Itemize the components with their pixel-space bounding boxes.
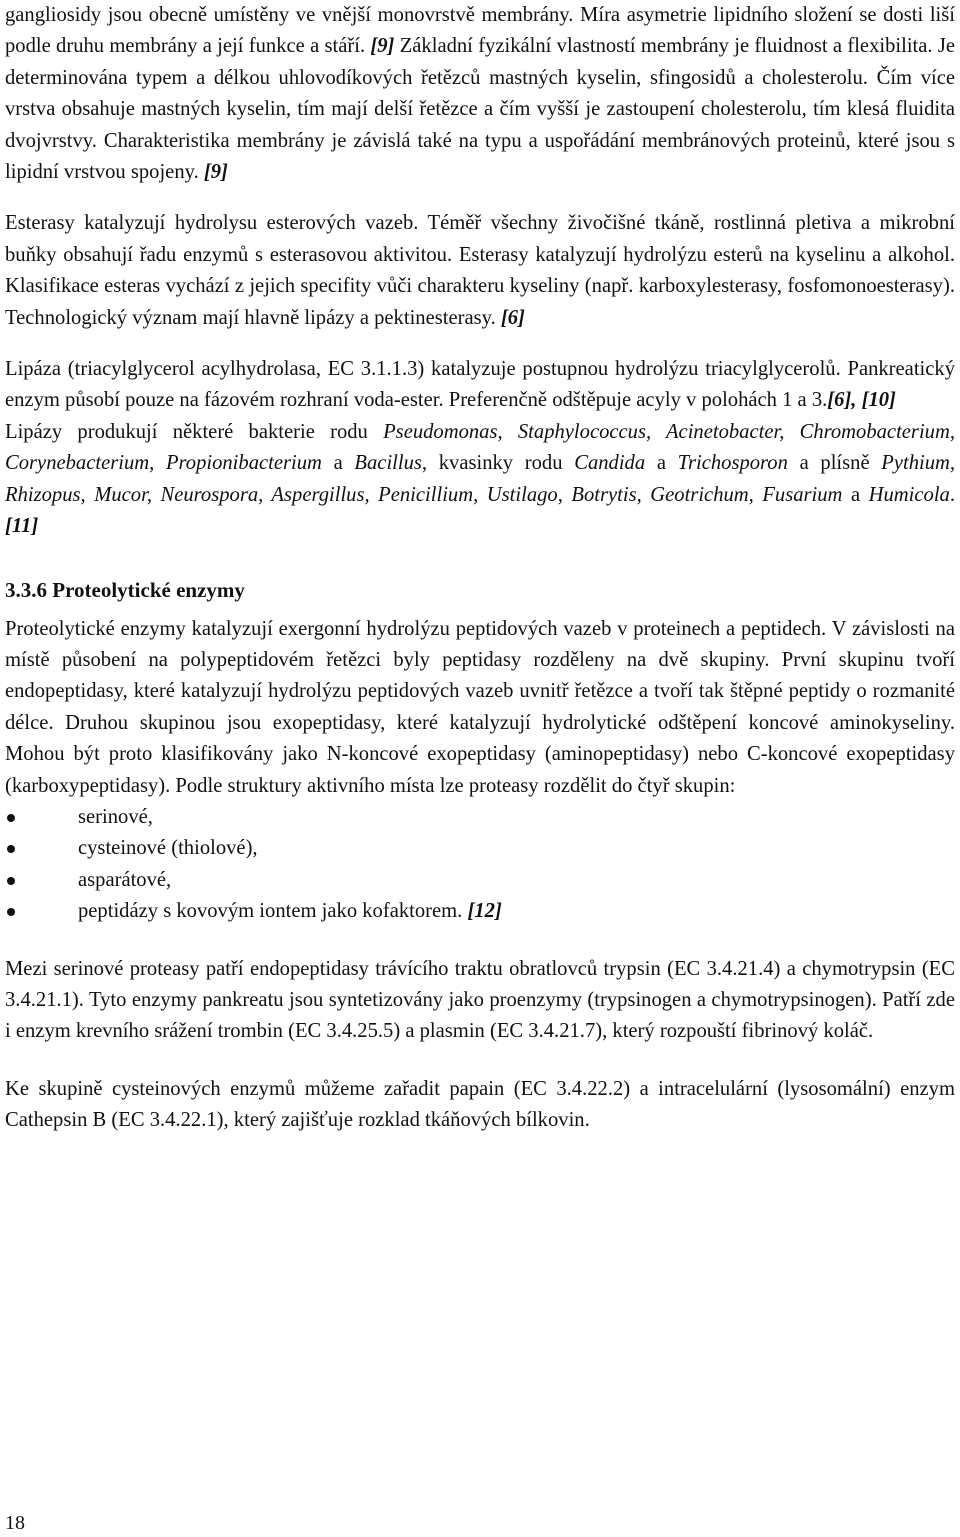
list-item-text: asparátové, xyxy=(78,868,172,891)
citation: [6], [10] xyxy=(827,389,896,412)
section-heading: 3.3.6 Proteolytické enzymy xyxy=(5,577,245,602)
citation: [12] xyxy=(462,900,502,923)
paragraph-proteolytic xyxy=(5,614,955,802)
genus-names: Trichosporon xyxy=(677,452,788,475)
bullet-icon xyxy=(7,908,15,916)
paragraph-text: . xyxy=(949,483,956,506)
paragraph-text: Lipáza (triacylglycerol acylhydrolasa, EC 3.1.1.3) katalyzuje postupnou hydrolýzu triacylglycerolů. Pankreatický enzym působí pouze na fázovém rozhraní voda-ester. Preferenčně odštěpuje acyly v polohách 1 a 3. xyxy=(5,358,955,412)
paragraph-text: Základní fyzikální vlastností membrány je fluidnost a flexibilita. Je determinována typem a délkou uhlovodíkových řetězců mastných kyselin, sfingosidů a cholesterolu. Čím více vrstva obsahuje mastných kyselin, tím mají delší řetězce a čím vyšší je zastoupení cholesterolu, tím klesá fluidita dvojvrstvy. Charakteristika membrány je závislá také na typu a uspořádání membránových proteinů, které jsou s lipidní vrstvou spojeny. xyxy=(5,35,956,184)
paragraph-cysteine-enzymes xyxy=(5,1074,955,1137)
citation: [11] xyxy=(5,515,39,538)
bullet-icon xyxy=(7,877,15,885)
paragraph-text: a xyxy=(645,452,678,475)
paragraph-text: a xyxy=(321,452,355,475)
genus-names: Bacillus xyxy=(354,452,422,475)
list-item xyxy=(5,802,955,833)
paragraph-text: Esterasy katalyzují hydrolysu esterových vazeb. Téměř všechny živočišné tkáně, rostlinná pletiva a mikrobní buňky obsahují řadu enzymů s esterasovou aktivitou. Esterasy katalyzují hydrolýzu esterů na kyselinu a alkohol. Klasifikace esteras vychází z jejich specifity vůči charakteru kyseliny (např. karboxylesterasy, fosfomonoesterasy). Technologický význam mají hlavně lipázy a pektinesterasy. xyxy=(5,212,955,329)
paragraph-serine-proteases xyxy=(5,954,955,1048)
genus-names: Pseudomonas, Staphylococcus, Acinetobacter, Chromobacterium, Corynebacterium, Propionibacterium xyxy=(5,420,955,475)
paragraph-lipase-producers xyxy=(5,417,955,543)
list-item xyxy=(5,833,955,864)
paragraph-text: Proteolytické enzymy katalyzují exergonní hydrolýzu peptidových vazeb v proteinech a peptidech. V závislosti na místě působení na polypeptidovém řetězci byly peptidasy rozděleny na dvě skupiny. První skupinu tvoří endopeptidasy, které katalyzují hydrolýzu peptidových vazeb uvnitř řetězce a tvoří tak štěpné peptidy o rozmanité délce. Druhou skupinou jsou exopeptidasy, které katalyzují hydrolytické odštěpení koncové aminokyseliny. Mohou být proto klasifikovány jako N-koncové exopeptidasy (aminopeptidasy) nebo C-koncové exopeptidasy (karboxypeptidasy). Podle struktury aktivního místa lze proteasy rozdělit do čtyř skupin: xyxy=(5,617,955,797)
citation: [9] xyxy=(198,161,228,184)
list-item-text: serinové, xyxy=(78,805,153,828)
genus-names: Humicola xyxy=(868,483,950,506)
citation: [9] xyxy=(365,35,395,58)
list-item xyxy=(5,896,955,927)
paragraph-text: Ke skupině cysteinových enzymů můžeme zařadit papain (EC 3.4.22.2) a intracelulární (lysosomální) enzym Cathepsin B (EC 3.4.22.1), který zajišťuje rozklad tkáňových bílkovin. xyxy=(5,1077,955,1132)
protease-list xyxy=(5,802,955,928)
document-page xyxy=(5,0,955,1137)
citation: [6] xyxy=(495,306,525,329)
bullet-icon xyxy=(7,845,15,853)
paragraph-text: gangliosidy jsou obecně umístěny ve vnější monovrstvě membrány. Míra asymetrie lipidního složení se dosti liší podle druhu membrány a její funkce a stáří. xyxy=(5,4,955,58)
paragraph-text: a plísně xyxy=(787,452,882,475)
paragraph-lipase xyxy=(5,354,955,417)
bullet-icon xyxy=(7,814,15,822)
genus-names: Candida xyxy=(574,452,646,475)
paragraph-text: , kvasinky rodu xyxy=(421,452,575,475)
list-item-text: peptidázy s kovovým iontem jako kofaktorem. xyxy=(78,900,463,923)
genus-names: Pythium, Rhizopus, Mucor, Neurospora, Aspergillus, Penicillium, Ustilago, Botrytis, Geotrichum, Fusarium xyxy=(5,452,956,506)
list-item xyxy=(5,865,955,896)
paragraph-text: Lipázy produkují některé bakterie rodu xyxy=(5,420,384,443)
page-number: 18 xyxy=(5,1512,25,1534)
list-item-text: cysteinové (thiolové), xyxy=(78,837,258,860)
paragraph-text: a xyxy=(842,483,869,506)
paragraph-esterases xyxy=(5,208,955,334)
paragraph-text: Mezi serinové proteasy patří endopeptidasy trávícího traktu obratlovců trypsin (EC 3.4.21.4) a chymotrypsin (EC 3.4.21.1). Tyto enzymy pankreatu jsou syntetizovány jako proenzymy (trypsinogen a chymotrypsinogen). Patří zde i enzym krevního srážení trombin (EC 3.4.25.5) a plasmin (EC 3.4.21.7), který rozpouští fibrinový koláč. xyxy=(5,957,955,1043)
paragraph-membrane xyxy=(5,0,955,188)
